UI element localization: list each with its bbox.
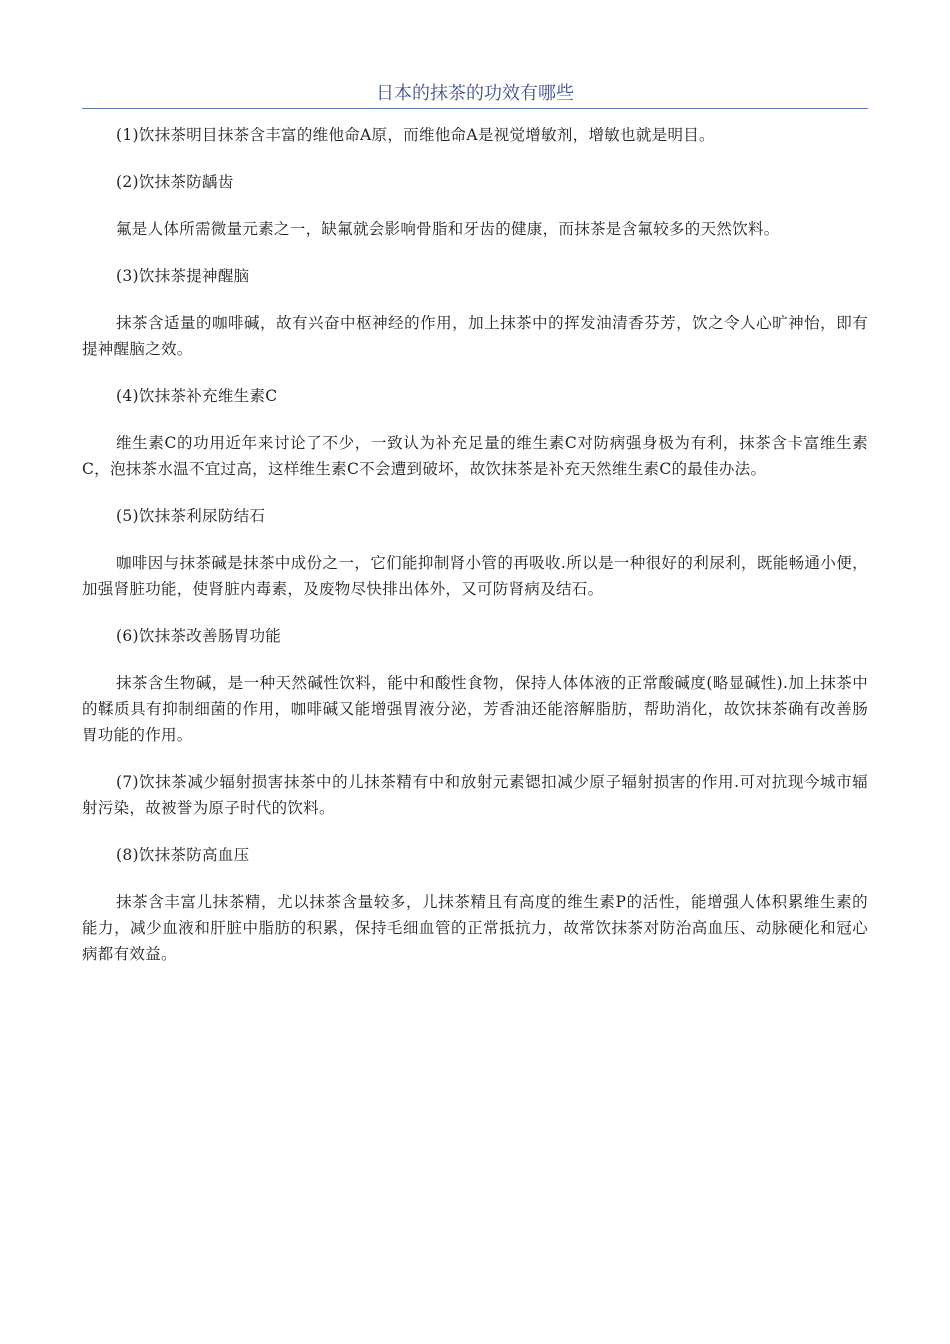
heading-3: (3)饮抹茶提神醒脑 — [116, 267, 250, 285]
paragraph-7: (7)饮抹茶减少辐射损害抹茶中的儿抹茶精有中和放射元素锶扣减少原子辐射损害的作用.可对抗现今城市辐射污染，故被誉为原子时代的饮料。 — [82, 773, 868, 817]
heading-2: (2)饮抹茶防龋齿 — [116, 173, 234, 191]
paragraph-8: 抹茶含丰富儿抹茶精，尤以抹茶含量较多，儿抹茶精且有高度的维生素P的活性，能增强人体积累维生素的能力，减少血液和肝脏中脂肪的积累，保持毛细血管的正常抵抗力，故常饮抹茶对防治高血压、动脉硬化和冠心病都有效益。 — [82, 893, 868, 963]
paragraph-4: 维生素C的功用近年来讨论了不少，一致认为补充足量的维生素C对防病强身极为有利，抹茶含卡富维生素C，泡抹茶水温不宜过高，这样维生素C不会遭到破坏，故饮抹茶是补充天然维生素C的最佳办法。 — [82, 434, 868, 478]
paragraph-3: 抹茶含适量的咖啡碱，故有兴奋中枢神经的作用，加上抹茶中的挥发油清香芬芳，饮之令人心旷神怡，即有提神醒脑之效。 — [82, 314, 868, 358]
document-body — [82, 122, 868, 967]
paragraph-5: 咖啡因与抹茶碱是抹茶中成份之一，它们能抑制肾小管的再吸收.所以是一种很好的利尿利，既能畅通小便，加强肾脏功能，使肾脏内毒素，及废物尽快排出体外，又可防肾病及结石。 — [82, 554, 868, 598]
heading-8: (8)饮抹茶防高血压 — [116, 846, 250, 864]
paragraph-6: 抹茶含生物碱，是一种天然碱性饮料，能中和酸性食物，保持人体体液的正常酸碱度(略显碱性).加上抹茶中的鞣质具有抑制细菌的作用，咖啡碱又能增强胃液分泌，芳香油还能溶解脂肪，帮助消化，故饮抹茶确有改善肠胃功能的作用。 — [82, 674, 868, 744]
paragraph-1: (1)饮抹茶明目抹茶含丰富的维他命A原，而维他命A是视觉增敏剂，增敏也就是明目。 — [116, 126, 715, 144]
document-title: 日本的抹茶的功效有哪些 — [376, 83, 574, 104]
heading-6: (6)饮抹茶改善肠胃功能 — [116, 627, 282, 645]
heading-4: (4)饮抹茶补充维生素C — [116, 387, 278, 405]
title-underline — [82, 108, 868, 109]
heading-5: (5)饮抹茶利尿防结石 — [116, 507, 266, 525]
paragraph-2: 氟是人体所需微量元素之一，缺氟就会影响骨脂和牙齿的健康，而抹茶是含氟较多的天然饮料。 — [116, 220, 780, 238]
